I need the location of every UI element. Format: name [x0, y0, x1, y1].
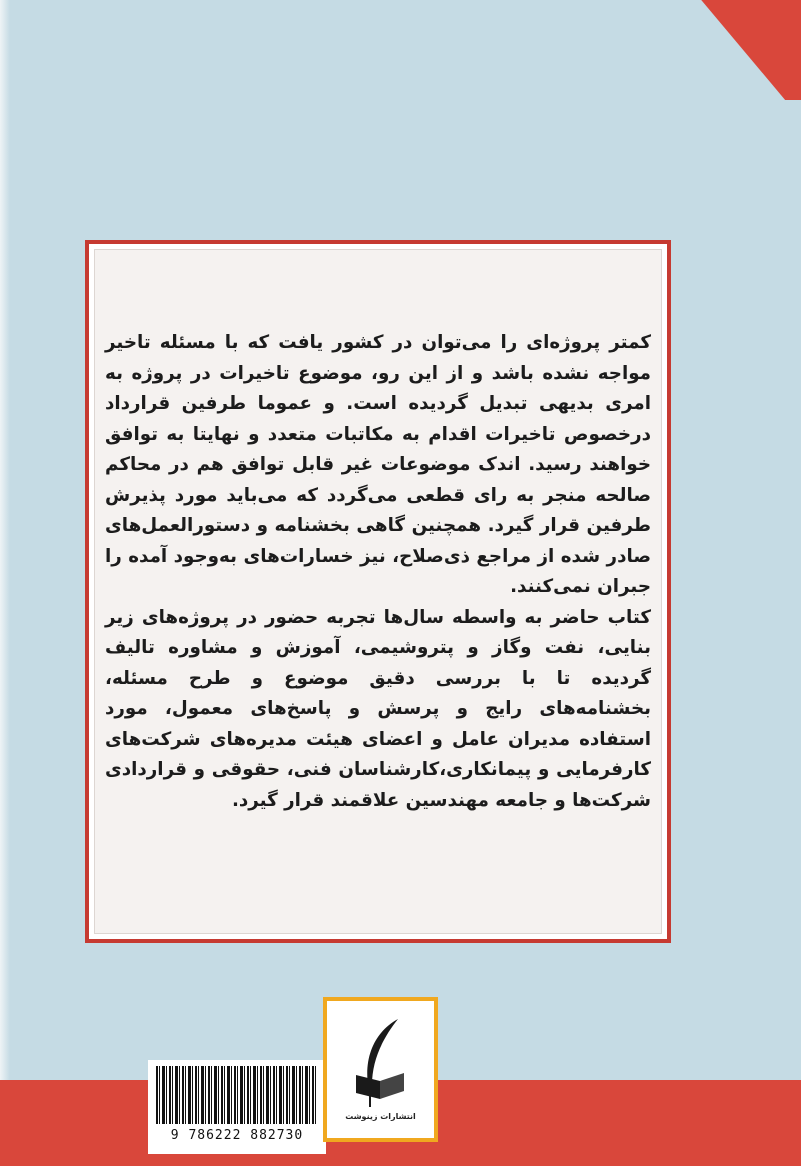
isbn-barcode — [148, 1060, 326, 1154]
description-panel — [85, 240, 671, 943]
corner-accent — [681, 0, 801, 100]
cover-left-edge — [0, 0, 10, 1080]
barcode-bars — [156, 1066, 318, 1124]
publisher-name: انتشارات زینوشت — [345, 1112, 416, 1121]
description-paragraph-1: کمتر پروژه‌ای را می‌توان در کشور یافت که با مسئله تاخیر مواجه نشده باشد و از این رو، موضوع تاخیرات در پروژه به امری بدیهی تبدیل گردیده است. و عموما طرفین قرارداد درخصوص تاخیرات اقدام به مکاتبات متعدد و نهایتا به توافق خواهند رسید. اندک موضوعات غیر قابل توافق هم در محاکم صالحه منجر به رای قطعی می‌گردد که می‌باید مورد پذیرش طرفین قرار گیرد. همچنین گاهی بخشنامه و دستورالعمل‌های صادر شده از مراجع ذی‌صلاح، نیز خسارات‌های به‌وجود آمده را جبران نمی‌کنند. — [105, 332, 651, 597]
quill-pen-book-icon — [346, 1015, 416, 1110]
description-panel-inner — [94, 249, 662, 934]
barcode-number: 9 786222 882730 — [170, 1128, 304, 1143]
description-paragraph-2: کتاب حاضر به واسطه سال‌ها تجربه حضور در پروژه‌های زیر بنایی، نفت وگاز و پتروشیمی، آموزش و مشاوره تالیف گردیده تا با بررسی دقیق موضوع و طرح مسئله، بخشنامه‌های رایج و پرسش و پاسخ‌های معمول، مورد استفاده مدیران عامل و اعضای هیئت مدیره‌های شرکت‌های کارفرمایی و پیمانکاری،کارشناسان فنی، حقوقی و قراردادی شرکت‌ها و جامعه مهندسین علاقمند قرار گیرد. — [105, 606, 651, 811]
corner-accent-shape — [690, 0, 801, 100]
publisher-logo — [323, 997, 438, 1142]
